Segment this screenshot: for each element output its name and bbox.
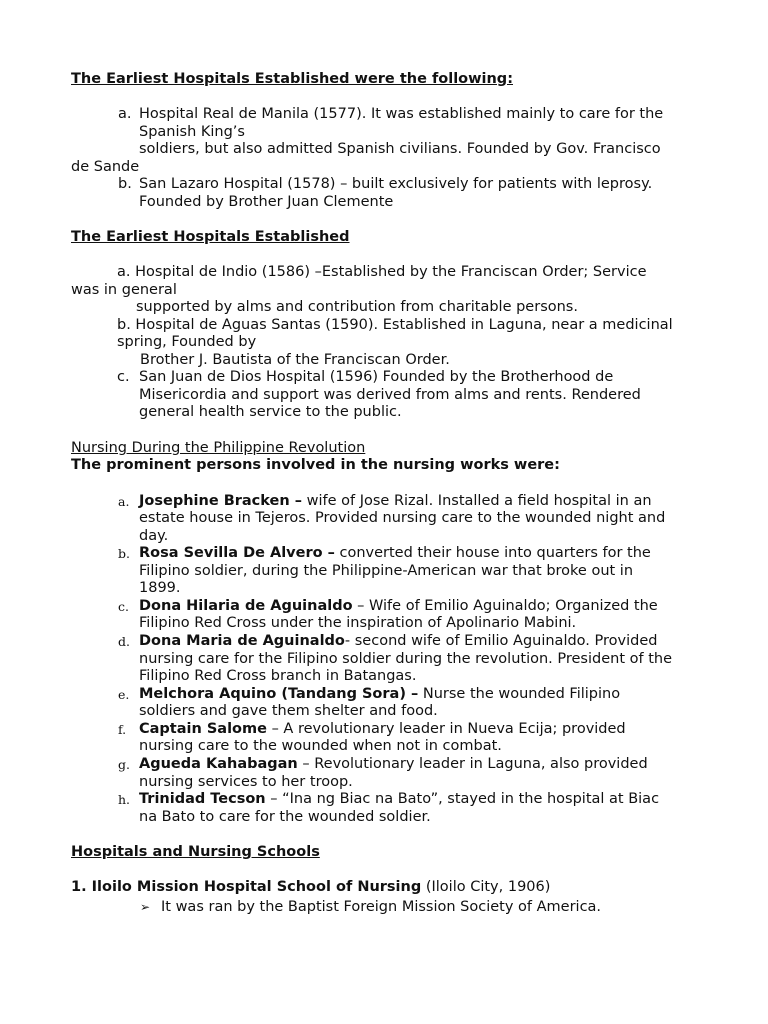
list-item-text [139,633,657,651]
list-marker: e. [118,687,130,702]
list-item-text: Filipino Red Cross branch in Batangas. [139,668,417,684]
section-heading-nursing-revolution: Nursing During the Philippine Revolution [71,440,366,456]
list-marker: f. [118,722,127,737]
person-description: – “Ina ng Biac na Bato”, stayed in the hospital at Biac [265,791,660,807]
list-item-text: was in general [71,282,177,298]
person-description: – A revolutionary leader in Nueva Ecija; provided [266,721,626,737]
list-item-text: supported by alms and contribution from charitable persons. [136,299,578,315]
school-location: (Iloilo City, 1906) [421,879,551,895]
list-item-text: 1899. [139,580,181,596]
person-name: Dona Hilaria de Aguinaldo [139,598,353,614]
list-item-text: na Bato to care for the wounded soldier. [139,809,431,825]
list-marker: g. [118,757,130,772]
list-item-text [139,545,651,563]
list-item-text [139,756,648,774]
list-item-text: nursing care for the Filipino soldier during the revolution. President of the [139,651,673,667]
list-item-text: Hospital Real de Manila (1577). It was established mainly to care for the [139,106,664,122]
list-item-text [139,686,620,704]
list-item-text [139,791,659,809]
person-name: Melchora Aquino (Tandang Sora) – [139,686,419,702]
section-subheading: The prominent persons involved in the nursing works were: [71,457,560,473]
list-item-text: b. Hospital de Aguas Santas (1590). Established in Laguna, near a medicinal [117,317,673,333]
list-item-text: nursing care to the wounded when not in combat. [139,738,502,754]
list-item-text: soldiers, but also admitted Spanish civilians. Founded by Gov. Francisco [139,141,661,157]
list-item-text: de Sande [71,159,140,175]
list-marker: h. [118,792,131,807]
list-item-text: nursing services to her troop. [139,774,353,790]
list-marker: b. [118,546,130,561]
school-name: 1. Iloilo Mission Hospital School of Nursing [71,879,422,895]
list-item-text: Spanish King’s [139,124,245,140]
bullet-text: It was ran by the Baptist Foreign Mission Society of America. [161,899,602,915]
list-marker: d. [118,634,130,649]
list-marker: a. [118,494,130,509]
list-item-text: San Lazaro Hospital (1578) – built exclusively for patients with leprosy. [139,176,653,192]
arrow-bullet-icon: ➢ [140,900,151,914]
list-item-text: spring, Founded by [117,334,257,350]
person-name: Dona Maria de Aguinaldo [139,633,345,649]
person-description: converted their house into quarters for the [334,545,651,561]
person-name: Agueda Kahabagan [139,756,298,772]
list-item-text: Brother J. Bautista of the Franciscan Order. [140,352,450,368]
list-item-text [139,598,658,616]
list-marker: c. [117,369,130,385]
person-name: Rosa Sevilla De Alvero – [139,545,335,561]
list-item-text: soldiers and gave them shelter and food. [139,703,438,719]
list-item-text: day. [139,528,169,544]
list-item-text: Filipino Red Cross under the inspiration of Apolinario Mabini. [139,615,577,631]
list-marker: a. [118,106,132,122]
person-name: Josephine Bracken – [139,493,302,509]
list-item-text: estate house in Tejeros. Provided nursing care to the wounded night and [139,510,666,526]
person-description: Nurse the wounded Filipino [418,686,621,702]
person-name: Trinidad Tecson [139,791,266,807]
person-name: Captain Salome [139,721,267,737]
section-heading-earliest-hospitals-following: The Earliest Hospitals Established were the following: [71,71,513,87]
list-item-text: Filipino soldier, during the Philippine-American war that broke out in [139,563,634,579]
list-item-text [139,493,652,511]
section-heading-hospitals-nursing-schools: Hospitals and Nursing Schools [71,844,320,860]
list-marker: b. [118,176,132,192]
person-description: – Wife of Emilio Aguinaldo; Organized the [352,598,658,614]
list-item-text: Misericordia and support was derived from alms and rents. Rendered [139,387,641,403]
list-item-text: general health service to the public. [139,404,402,420]
person-description: - second wife of Emilio Aguinaldo. Provided [344,633,658,649]
list-item-text: Founded by Brother Juan Clemente [139,194,394,210]
person-description: wife of Jose Rizal. Installed a field hospital in an [302,493,652,509]
person-description: – Revolutionary leader in Laguna, also provided [297,756,648,772]
section-heading-earliest-hospitals: The Earliest Hospitals Established [71,229,350,245]
list-item-text: a. Hospital de Indio (1586) –Established by the Franciscan Order; Service [117,264,647,280]
school-entry-title [71,879,550,897]
list-item-text: San Juan de Dios Hospital (1596) Founded by the Brotherhood de [139,369,614,385]
list-item-text [139,721,626,739]
list-marker: c. [118,599,129,614]
